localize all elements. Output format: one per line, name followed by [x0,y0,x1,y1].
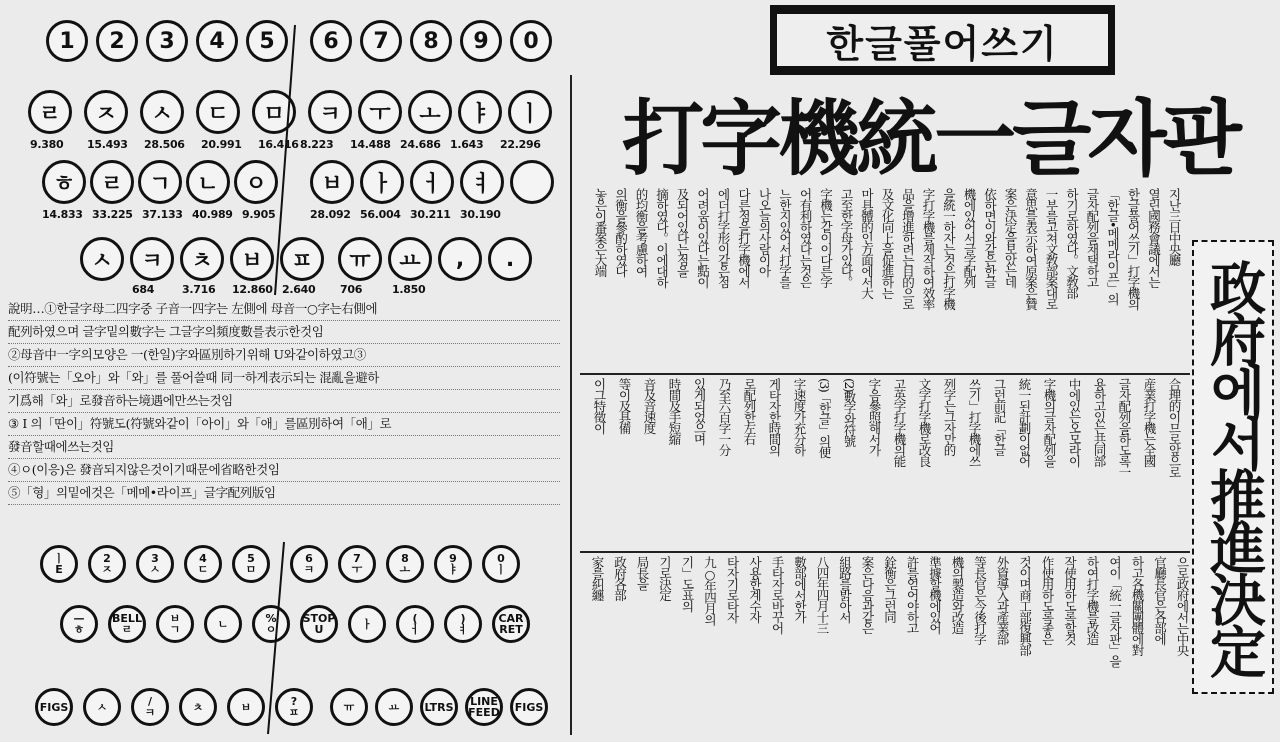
text-column: 手타자로바꾸어 [770,556,785,633]
note-line: 配列하였으며 글字밑의數字는 그글字의頻度數를表示한것임 [8,321,560,344]
key-cap: ㅑ [458,90,502,134]
frequency-count: 22.296 [500,138,541,151]
note-line: 發音할때에쓰는것임 [8,436,560,459]
small-key-cap: ㅣ E [40,545,78,583]
small-key-cap: / ㅋ [131,688,169,726]
text-column: 政府各部 [612,556,628,600]
frequency-count: 9.905 [242,208,276,221]
small-key-cap: BELL ㄹ [108,605,146,643]
text-column: 으로政府에서는中央 [1175,556,1190,655]
text-column: 列字는그자만的 [942,378,957,455]
text-column: 家를糾纏 [590,556,605,600]
key-cap: ㅕ [460,160,504,204]
text-column: 一부를고쳐文敎部案대로 [1044,188,1059,309]
small-key-cap: 2 ㅈ [88,545,126,583]
note-line: 說明…①한글字母二四字중 子音一四字는 左側에 母音一○字는右側에 [8,298,560,321]
text-column: 그런前記「한글 [992,378,1007,455]
frequency-count: 2.640 [282,283,316,296]
key-cap: ㅏ [360,160,404,204]
text-column: 摘하였다。이에대하 [654,188,670,287]
text-column: 乃至六百字一分 [717,378,732,455]
horizontal-rule [580,551,1190,553]
text-column: 合理的이므로앞으로 [1167,378,1182,477]
key-cap: ㅊ [180,237,224,281]
text-column: 기」도표의 [680,556,695,611]
small-key-cap: FIGS [510,688,548,726]
key-cap: . [488,237,532,281]
small-key-cap: 4 ㄷ [184,545,222,583]
text-column: 글자配列을채택하고 [1085,188,1100,287]
small-key-cap: 5 ㅁ [232,545,270,583]
text-column: 作使用하도록좋은 [1040,556,1055,644]
text-column: 時間及手短縮 [667,378,682,444]
article-body-middle [580,378,1182,548]
text-column: 機에있어서글字配列 [962,188,977,287]
text-column: 機의製造와改造 [950,556,965,633]
frequency-count: 1.850 [392,283,426,296]
bottom-divider [262,538,292,738]
key-cap: ㅂ [310,160,354,204]
key-cap: 1 [46,20,88,62]
note-line: (이符號는「오아」와「와」를 풀어쓸때 同一하게表示되는 混亂을避하 [8,367,560,390]
headline-title: 打字機統一글자판 [622,91,1238,187]
key-cap: , [438,237,482,281]
text-column: 等이及具備 [617,378,632,433]
frequency-count: 706 [340,283,363,296]
text-column: 數部에서한가 [792,556,808,622]
small-key-cap: ㅏ [348,605,386,643]
frequency-count: 28.506 [144,138,185,151]
text-column: 及되어있다는점을 [675,188,690,276]
frequency-count: 20.991 [201,138,242,151]
text-column: 다른점을打字機에서 [736,188,752,287]
text-column: 外資導入과產業部 [995,556,1010,644]
kicker-box [770,5,1115,75]
small-key-cap: 6 ㅋ [290,545,328,583]
text-column: 하여打字機를改造 [1085,556,1100,644]
frequency-count: 30.211 [410,208,451,221]
text-column: 게타자한時間의 [767,378,782,455]
key-cap: ㅗ [408,90,452,134]
text-column: 것이며商工部復興部 [1017,556,1033,655]
text-column: 音及音速度 [642,378,657,433]
frequency-count: 30.190 [460,208,501,221]
text-column: 있게되었으며 [692,378,707,444]
text-column: (2)數字와符號 [842,378,857,447]
key-cap: ㅋ [130,237,174,281]
key-cap: 5 [246,20,288,62]
key-cap: 2 [96,20,138,62]
key-cap: ㅠ [338,237,382,281]
key-cap: ㄱ [138,160,182,204]
key-cap: 4 [196,20,238,62]
article-body-upper [580,188,1182,370]
key-cap: ㅓ [410,160,454,204]
small-key-cap: ( ㅓ [396,605,434,643]
text-column: 字機는같이이다른字 [818,188,834,287]
text-column: 한글풀어쓰기」打字機의 [1126,188,1141,309]
key-cap: ㅜ [358,90,402,134]
key-cap: 9 [460,20,502,62]
key-cap: 6 [310,20,352,62]
key-cap: 3 [146,20,188,62]
text-column: 字機의글자配列을 [1042,378,1057,466]
frequency-count: 16.416 [258,138,299,151]
small-key-cap: % ㅇ [252,605,290,643]
small-key-cap: CAR RET [492,605,530,643]
text-column: 에더打字形이같은점 [716,188,731,287]
frequency-count: 14.488 [350,138,391,151]
text-column: 字음參照해서가 [867,378,882,455]
key-cap: 0 [510,20,552,62]
small-key-cap: ) ㅕ [444,605,482,643]
text-column: 準據할機에있어 [927,556,943,633]
text-column: 을統一하자는것은打字機 [941,188,957,309]
text-column: 意思를表示하여原案은贊 [1023,188,1039,309]
key-cap: ㄴ [186,160,230,204]
text-column: 八四年四月十三 [815,556,830,633]
text-column: 나오늘의사람이아 [757,188,772,276]
text-column: 中에있는오모라이 [1067,378,1082,466]
frequency-count: 28.092 [310,208,351,221]
note-line: 기爲해「와」로發音하는境遇에만쓰는것임 [8,390,560,413]
frequency-count: 56.004 [360,208,401,221]
text-column: 及文化向上을促進하는 [880,188,895,298]
column-rule [570,75,572,735]
small-key-cap: 3 ㅅ [136,545,174,583]
frequency-count: 14.833 [42,208,83,221]
small-key-cap: ㅂ [227,688,265,726]
text-column: 官廳長官은各部에 [1152,556,1168,644]
frequency-count: 15.493 [87,138,128,151]
frequency-count: 37.133 [142,208,183,221]
explanation-notes [8,298,560,505]
text-column: 작使用하도록할것 [1062,556,1078,644]
article-body-lower [580,556,1190,738]
text-column: 고英字打字機의能 [892,378,907,466]
text-column: 銓衡은그런同 [882,556,898,622]
key-cap: ㅋ [308,90,352,134]
text-column: 統一된計劃이없어 [1017,378,1032,466]
text-column: 쓰기」打字機에쓰 [967,378,982,466]
text-column: 타자기로타자 [725,556,740,622]
side-headline: 政府에서推進決定 [1192,240,1274,694]
key-cap: 7 [360,20,402,62]
text-column: 許를얻어야하고 [905,556,920,633]
frequency-count: 24.686 [400,138,441,151]
text-column: 로配列한左右 [742,378,757,444]
frequency-count: 1.643 [450,138,484,151]
text-column: (3)「한글」의便 [817,378,832,458]
key-cap: ㄹ [28,90,72,134]
text-column: 案은다음과같은 [860,556,875,633]
key-cap: ㄷ [196,90,240,134]
small-key-cap: 9 ㅑ [434,545,472,583]
text-column: 이그特徵이 [592,378,607,433]
text-column: 놓은이番案은大端 [593,188,608,276]
note-line: ④ㅇ(이응)은 發音되지않은것이기때문에省略한것임 [8,459,560,482]
small-key-cap: 8 ㅗ [386,545,424,583]
key-cap: ㅎ [42,160,86,204]
text-column: 品을增進하려는目的으로 [900,188,916,309]
frequency-count: 3.716 [182,283,216,296]
small-key-cap: ㅛ [375,688,413,726]
keyboard-divider [270,20,300,300]
text-column: 産業打字機는全國 [1142,378,1157,466]
text-column: 的均衡을考慮하여 [634,188,649,276]
key-cap: ㅂ [230,237,274,281]
text-column: 九○年四月의 [702,556,718,625]
small-key-cap: ? ㅍ [275,688,313,726]
small-key-cap: FIGS [35,688,73,726]
text-column: 等長官은今後打字 [972,556,988,644]
frequency-count: 40.989 [192,208,233,221]
text-column: 지난三日中央廳 [1167,188,1182,265]
frequency-count: 12.860 [232,283,273,296]
small-key-cap: LTRS [420,688,458,726]
text-column: 「한글•메메라이프」의 [1105,188,1121,304]
frequency-count: 33.225 [92,208,133,221]
small-key-cap: LINE FEED [465,688,503,726]
text-column: 하기로하였다。文敎部 [1064,188,1080,298]
text-column: 局長을 [635,556,650,589]
key-cap: ㅁ [252,90,296,134]
text-column: 어려움이있다는點이 [695,188,711,287]
text-column: 마具體的인方面에서大 [859,188,875,298]
small-key-cap: — ㅎ [60,605,98,643]
text-column: 고至한字母가있다。 [839,188,854,287]
key-cap: ㅇ [234,160,278,204]
key-cap: ㅣ [508,90,552,134]
key-cap: ㅅ [80,237,124,281]
text-column: 여이「統一글자판」을 [1107,556,1123,666]
small-key-cap: ㅊ [179,688,217,726]
small-key-cap: STOP U [300,605,338,643]
key-cap: ㄹ [90,160,134,204]
key-cap: ㅅ [140,90,184,134]
note-line: ⑤「형」의밑에것은「메메•라이프」글字配列版임 [8,482,560,505]
text-column: 열린國務會議에서는 [1146,188,1162,287]
text-column: 어有利하였다는것은 [798,188,813,287]
note-line: ③ I 의「딴이」符號도(符號와같이「아이」와「애」를區別하여「애」로 [8,413,560,436]
text-column: 기로決定 [657,556,673,600]
note-line: ②母音中一字의모양은 一(한일)字와區別하기위해 U와같이하였고③ [8,344,560,367]
text-column: 의衡을參酌하였다 [613,188,629,276]
small-key-cap: 0 ㅣ [482,545,520,583]
frequency-count: 9.380 [30,138,64,151]
small-key-cap: 7 ㅜ [338,545,376,583]
kicker-title: 한글풀어쓰기 [776,13,1109,67]
small-key-cap: ㅂ ㄱ [156,605,194,643]
frequency-count: 684 [132,283,155,296]
small-key-cap: ㅠ [330,688,368,726]
small-key-cap: ㅅ [83,688,121,726]
small-key-cap: ㄴ [204,605,242,643]
text-column: 느한지있어서打字를 [777,188,793,287]
text-column: 용하고있는共同部 [1092,378,1107,466]
key-cap [510,160,554,204]
frequency-count: 8.223 [300,138,334,151]
text-column: 사용한계수자 [747,556,763,622]
text-column: 하고各機關團體에對 [1130,556,1145,655]
text-column: 案은決定을보았는데 [1003,188,1018,287]
key-cap: ㅍ [280,237,324,281]
text-column: 組路를밝아서 [837,556,853,622]
key-cap: ㅈ [84,90,128,134]
horizontal-rule [580,373,1190,375]
text-column: 文字打字機로改良 [917,378,932,466]
text-column: 依하면이와같은한글 [982,188,998,287]
key-cap: 8 [410,20,452,62]
key-cap: ㅛ [388,237,432,281]
text-column: 글자配列을하도록一 [1117,378,1132,477]
text-column: 字打字機를제작하여效率 [921,188,936,309]
text-column: 字速度가充分하 [792,378,807,455]
